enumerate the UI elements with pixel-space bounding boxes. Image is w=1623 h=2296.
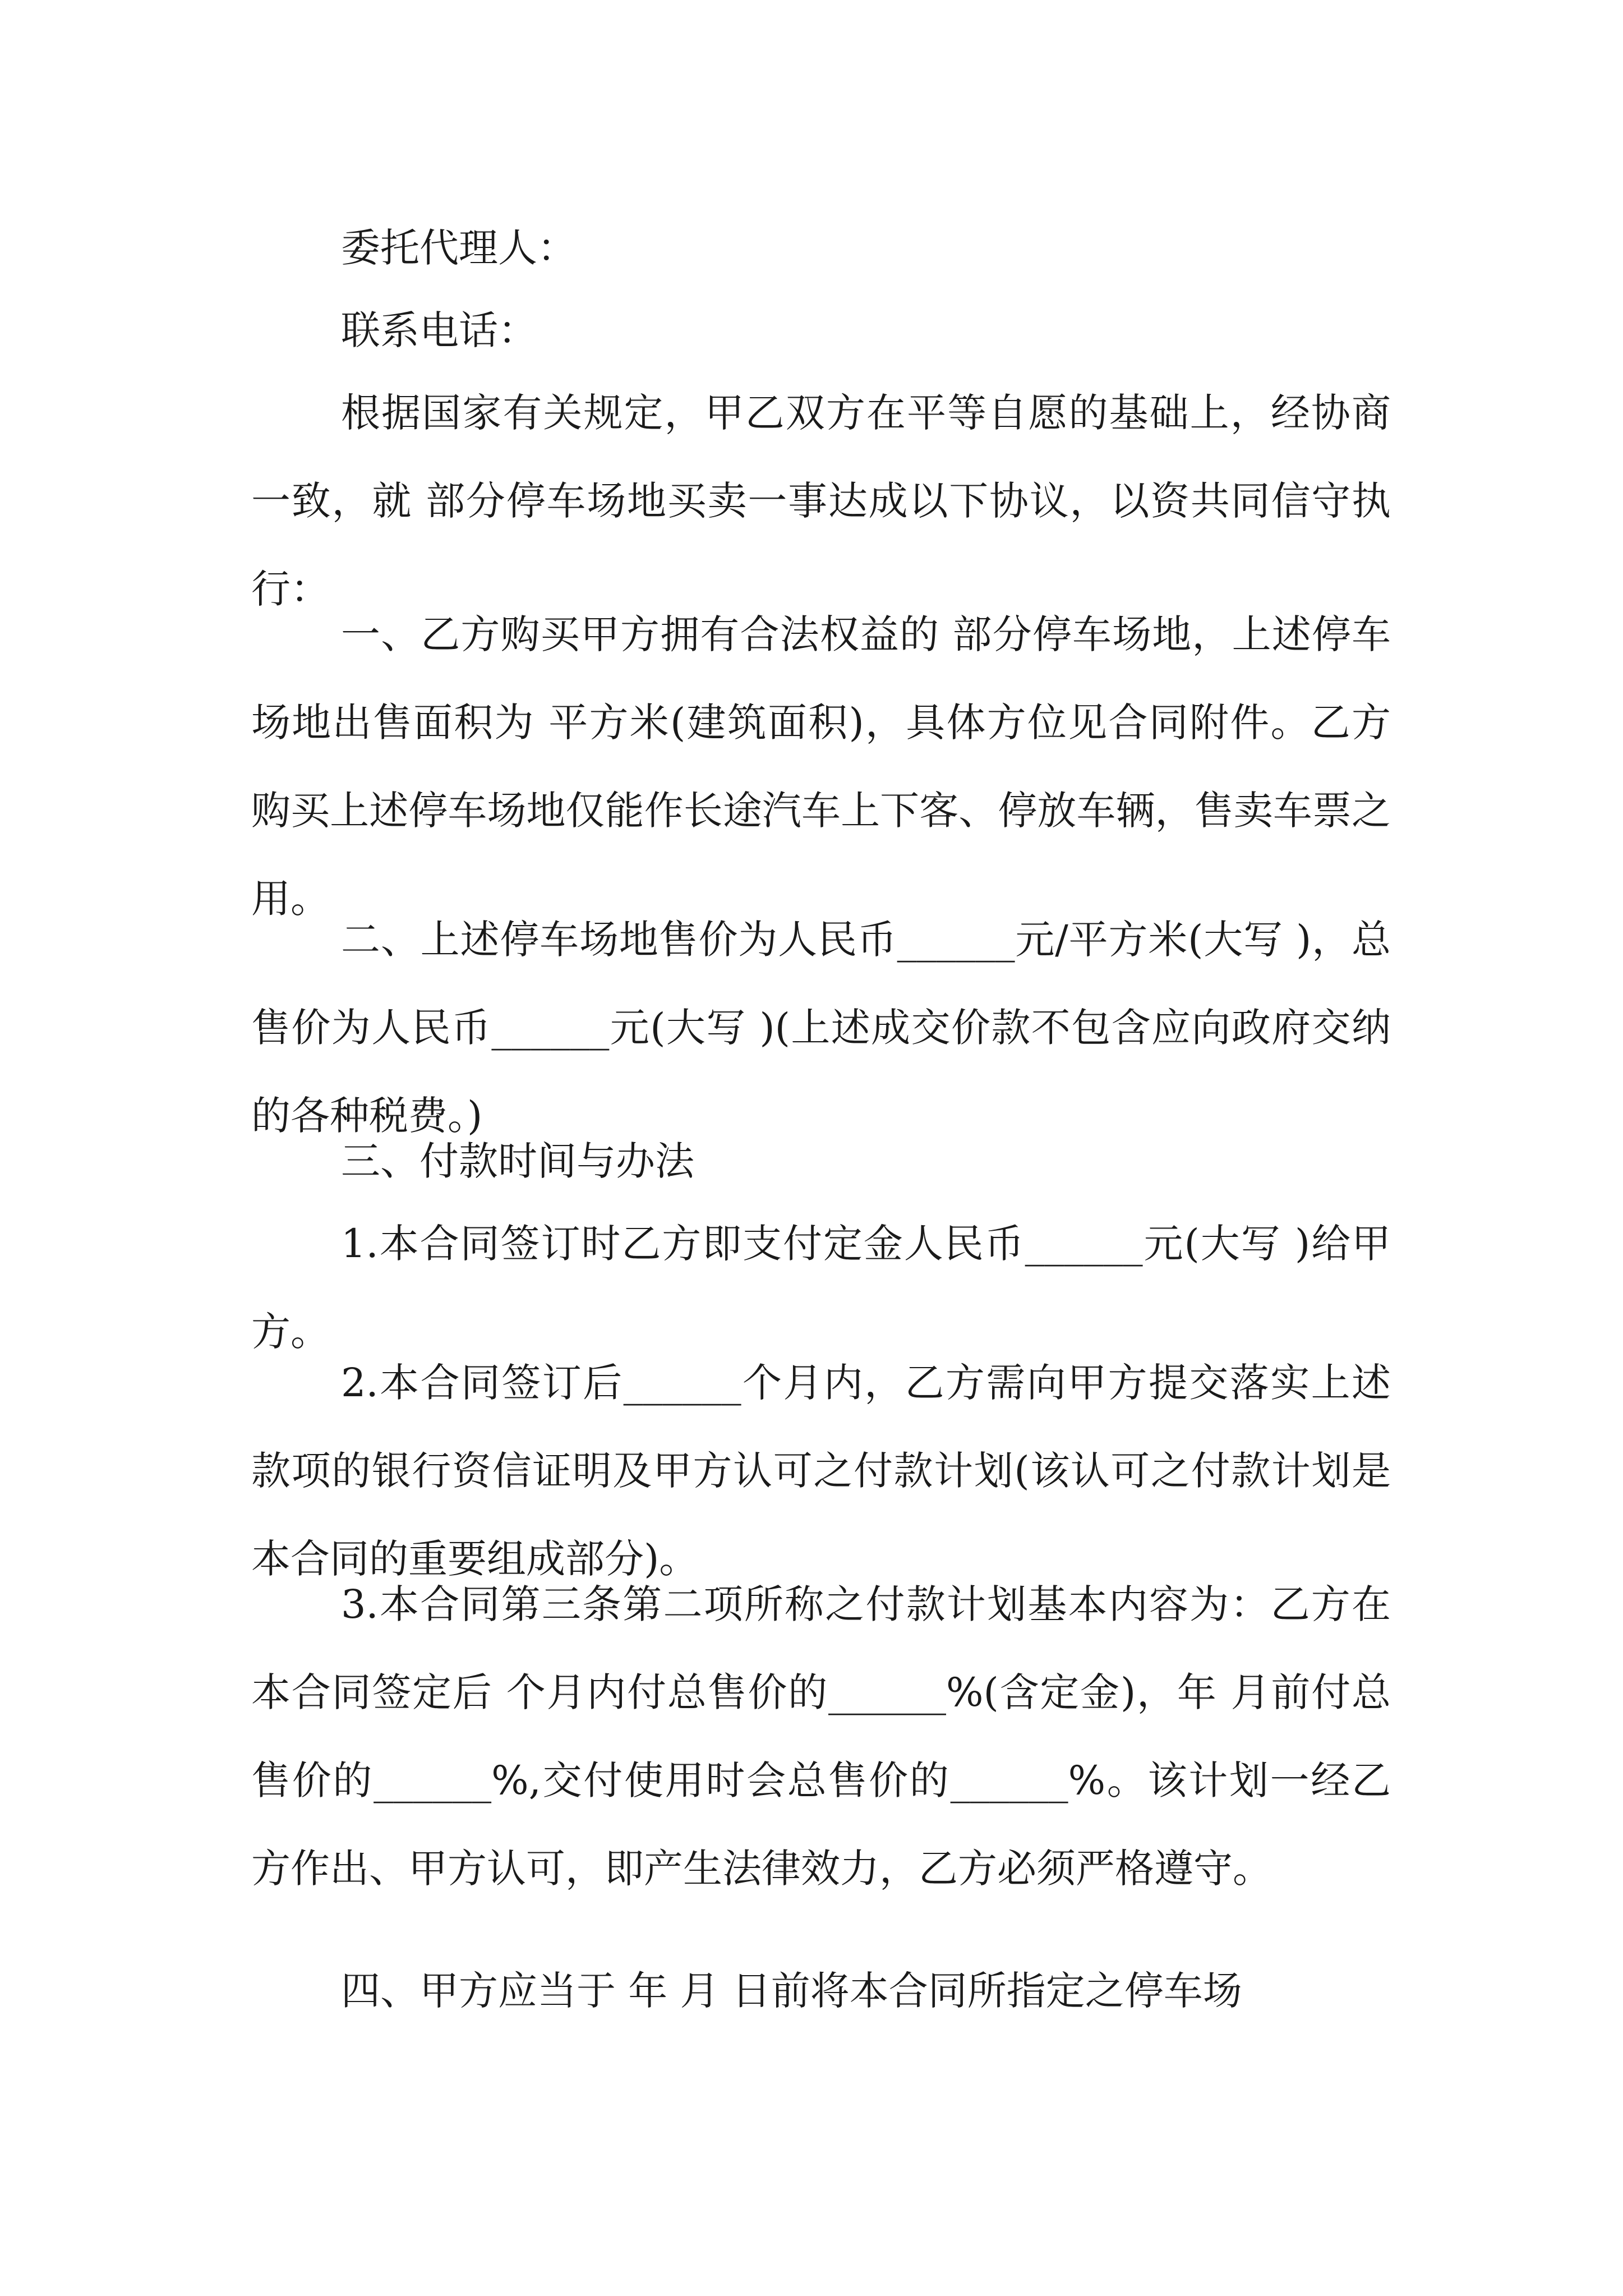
phone-line: 联系电话： (341, 307, 537, 353)
clause-3-heading: 三、付款时间与办法 (341, 1138, 694, 1184)
clause-3-item-3: 3.本合同第三条第二项所称之付款计划基本内容为：乙方在本合同签定后 个月内付总售价的______%(含定金)，年 月前付总售价的______%,交付使用时会总售价的______%。该计划一经乙方作出、甲方认可，即产生法律效力，乙方必须严格遵守。 (251, 1581, 1391, 1892)
preamble-paragraph: 根据国家有关规定，甲乙双方在平等自愿的基础上，经协商一致，就 部分停车场地买卖一事达成以下协议，以资共同信守执行： (251, 390, 1391, 612)
clause-3-item-2: 2.本合同签订后______个月内，乙方需向甲方提交落实上述款项的银行资信证明及甲方认可之付款计划(该认可之付款计划是本合同的重要组成部分)。 (251, 1360, 1391, 1582)
clause-2-paragraph: 二、上述停车场地售价为人民币______元/平方米(大写 )，总售价为人民币______元(大写 )(上述成交价款不包含应向政府交纳的各种税费。) (251, 917, 1391, 1139)
clause-4-paragraph: 四、甲方应当于 年 月 日前将本合同所指定之停车场 (341, 1968, 1242, 2014)
clause-3-item-1: 1.本合同签订时乙方即支付定金人民币______元(大写 )给甲方。 (251, 1221, 1391, 1355)
agent-line: 委托代理人： (341, 225, 577, 271)
clause-1-paragraph: 一、乙方购买甲方拥有合法权益的 部分停车场地，上述停车场地出售面积为 平方米(建筑面积)，具体方位见合同附件。乙方购买上述停车场地仅能作长途汽车上下客、停放车辆，售卖车票之用。 (251, 611, 1391, 922)
